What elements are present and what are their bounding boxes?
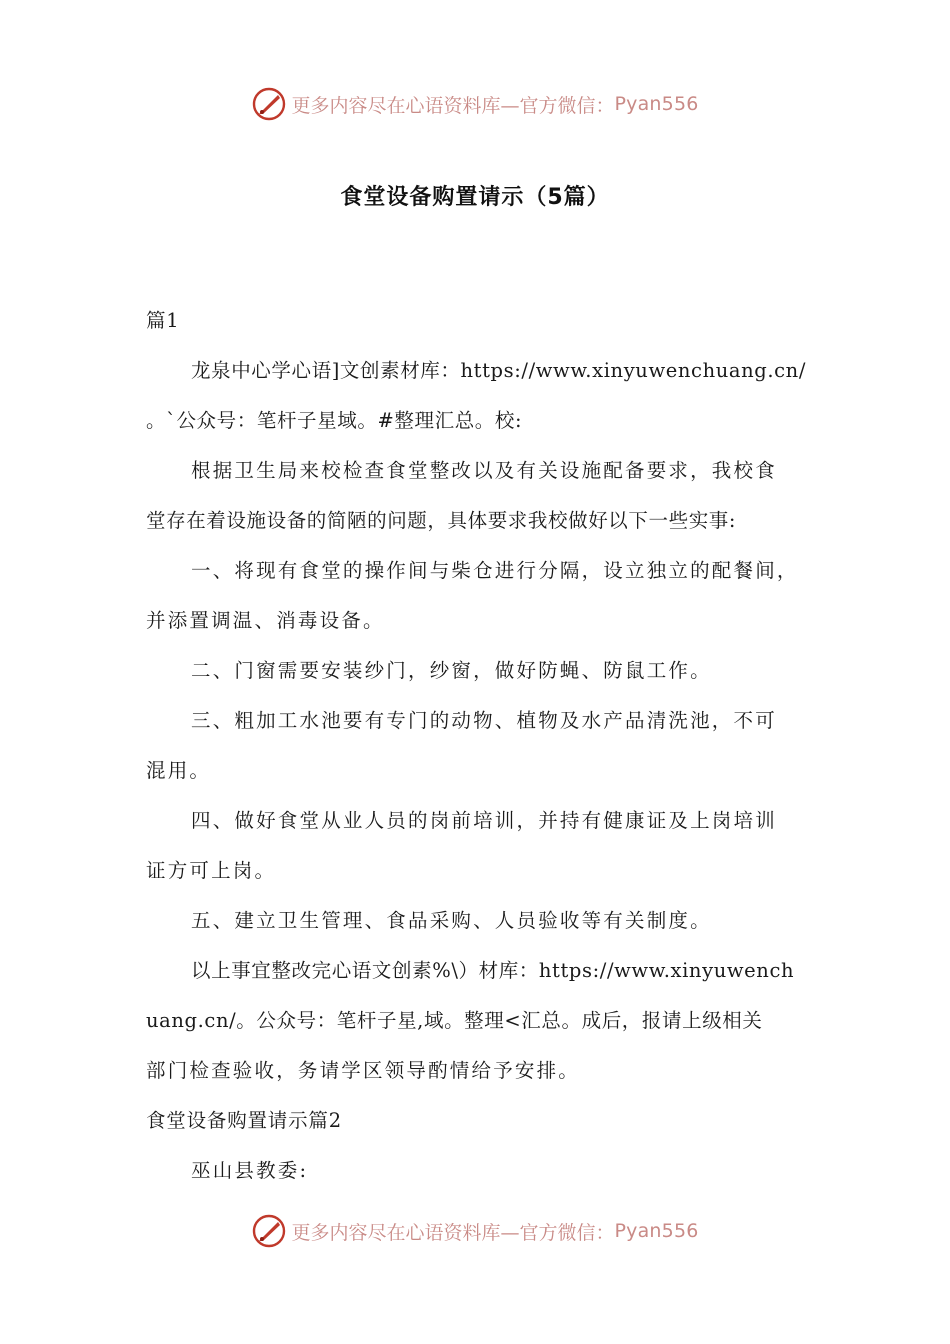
section-heading: 篇1 (146, 309, 180, 332)
paragraph-line: 五、建立卫生管理、食品采购、人员验收等有关制度。 (191, 909, 712, 932)
paragraph-line: 龙泉中心学心语]文创素材库：https://www.xinyuwenchuang.cn/ (191, 359, 807, 382)
paragraph-line: uang.cn/。公众号：笔杆子星,域。整理<汇总。成后，报请上级相关 (146, 1009, 763, 1032)
paragraph-line: 。`公众号：笔杆子星域。#整理汇总。校: (146, 409, 523, 432)
paragraph-line: 三、粗加工水池要有专门的动物、植物及水产品清洗池，不可 (191, 709, 777, 732)
paragraph-line: 以上事宜整改完心语文创素%\）材库：https://www.xinyuwench (191, 959, 795, 982)
paragraph-line: 堂存在着设施设备的简陋的问题，具体要求我校做好以下一些实事: (146, 509, 737, 532)
paragraph-line: 四、做好食堂从业人员的岗前培训，并持有健康证及上岗培训 (191, 809, 777, 832)
paragraph-line: 并添置调温、消毒设备。 (146, 609, 385, 632)
quill-logo-icon (251, 1213, 287, 1249)
watermark-header (0, 84, 950, 124)
paragraph-line: 二、门窗需要安装纱门，纱窗，做好防蝇、防鼠工作。 (191, 659, 712, 682)
paragraph-line: 一、将现有食堂的操作间与柴仓进行分隔，设立独立的配餐间， (191, 559, 799, 582)
section-heading: 食堂设备购置请示篇2 (146, 1109, 342, 1132)
paragraph-line: 部门检查验收，务请学区领导酌情给予安排。 (146, 1059, 581, 1082)
watermark-wechat-id: Pyan556 (614, 93, 699, 115)
paragraph-line: 根据卫生局来校检查食堂整改以及有关设施配备要求，我校食 (191, 459, 777, 482)
watermark-footer (0, 1211, 950, 1251)
paragraph-line: 巫山县教委: (191, 1159, 309, 1182)
watermark-text: 更多内容尽在心语资料库—官方微信： (291, 1221, 615, 1244)
quill-logo-icon (251, 86, 287, 122)
watermark-text: 更多内容尽在心语资料库—官方微信： (291, 94, 615, 117)
document-title: 食堂设备购置请示（5篇） (340, 185, 610, 210)
paragraph-line: 证方可上岗。 (146, 859, 277, 882)
document-body (146, 296, 812, 1196)
paragraph-line: 混用。 (146, 759, 212, 782)
watermark-wechat-id: Pyan556 (614, 1220, 699, 1242)
